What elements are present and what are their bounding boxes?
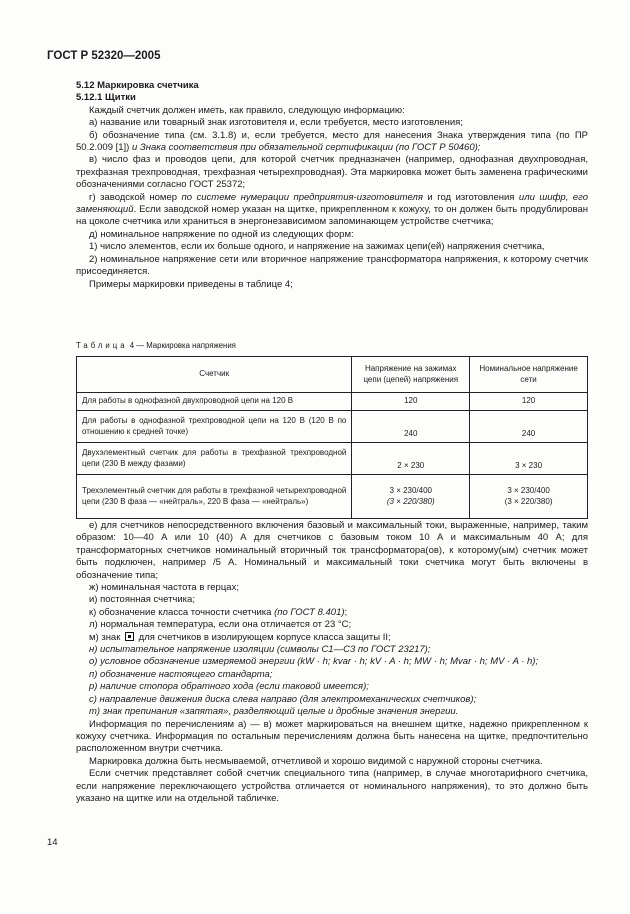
item-n: н) испытательное напряжение изоляции (символы С1—С3 по ГОСТ 23217); [89,644,431,656]
item-k-part3: ; [344,606,348,618]
voltage-marking-table [76,356,588,519]
table-cell [77,475,352,519]
item-t: т) знак препинания «запятая», разделяющий целые и дробные значения энергии. [89,706,459,718]
item-g-part4: или шифр, его заменяющий [76,191,588,216]
info-paragraph-1: Информация по перечислениям а) — в) может маркироваться на внешнем щитке, надежно прикрепленном к кожуху счетчика. Информация по остальным перечислениям должна быть нанесена на щитке, предпочтительно расположенном внутри счетчика. [76,718,588,755]
intro-paragraph: Каждый счетчик должен иметь, как правило, следующую информацию: [89,104,405,116]
cell-value: 240 [404,428,418,438]
item-k [76,607,588,619]
table-cell [352,411,470,443]
table-cell [470,411,588,443]
table-header-terminal-voltage: Напряжение на зажимах цепи (цепей) напряжения [352,357,470,393]
cell-value: 2 × 230 [397,460,425,470]
table-cell: Для работы в однофазной двухпроводной цепи на 120 В [77,393,352,411]
double-insulation-symbol-icon [125,632,134,641]
main-text [76,80,588,291]
main-text-continued [76,520,588,805]
item-e: е) для счетчиков непосредственного включения базовый и максимальный токи, выраженные, например, таким образом: 10—40 А или 10 (40) А для счетчиков с базовым током 10 А и максимальным 40 А; для трансформаторных счетчиков номинальный вторичный ток трансформатора(ов), к которому(ым) счетчик может быть подключен, например /5 А. Номинальный и максимальный токи счетчика могут быть включены в обозначение типа; [76,520,588,581]
table-row [77,393,588,411]
section-heading: 5.12 Маркировка счетчика [76,80,199,91]
cell-value: 3 × 230/400 [507,486,550,496]
table-header-meter: Счетчик [77,357,352,393]
item-zh: ж) номинальная частота в герцах; [89,582,239,594]
item-g-part2: по системе нумерации предприятия-изготовителя [181,191,423,203]
table-caption-prefix: Таблица [76,341,128,350]
item-i: и) постоянная счетчика; [89,594,195,606]
table-row [77,411,588,443]
item-k-part1: к) обозначение класса точности счетчика [89,606,275,618]
item-v: в) число фаз и проводов цепи, для которой счетчик предназначен (например, однофазная двухпроводная, трехфазная трехпроводная, трехфазная четырехпроводная). Эта маркировка может быть заменена графическими обозначениями согласно ГОСТ 25372; [76,154,588,191]
item-a: а) название или товарный знак изготовителя и, если требуется, место изготовления; [89,117,463,129]
page-number: 14 [47,837,58,848]
table-cell [470,475,588,519]
cell-value-alt: (3 × 220/380) [386,496,435,506]
table-row [77,475,588,519]
item-s: с) направление движения диска слева направо (для электромеханических счетчиков); [89,693,477,705]
table-header-rated-voltage: Номинальное напряжение сети [470,357,588,393]
item-o: о) условное обозначение измеряемой энергии (kW · h; kvar · h; kV · A · h; MW · h; Mvar · h; MV · A · h); [89,656,539,668]
info-paragraph-3: Если счетчик представляет собой счетчик специального типа (например, в случае многотарифного счетчика, если напряжение переключающего устройства отличается от номинального напряжения), то это должно быть указано на щитке или на отдельной табличке. [76,768,588,804]
item-d2: 2) номинальное напряжение сети или вторичное напряжение трансформатора напряжения, к которому счетчик присоединяется. [76,253,588,278]
item-d1: 1) число элементов, если их больше одного, и напряжение на зажимах цепи(ей) напряжения счетчика, [89,241,545,253]
item-d: д) номинальное напряжение по одной из следующих форм: [89,228,354,240]
item-b [76,130,588,155]
item-g-part1: г) заводской номер [89,191,182,203]
table-cell [470,443,588,475]
item-p: п) обозначение настоящего стандарта; [89,668,273,680]
document-header: ГОСТ Р 52320—2005 [47,50,161,62]
table-cell [352,475,470,519]
table-cell [352,443,470,475]
table-cell [470,393,588,411]
item-k-part2: (по ГОСТ 8.401) [274,606,345,618]
subsection-heading: 5.12.1 Щитки [76,92,136,104]
item-g-part5: . Если заводской номер указан на щитке, прикрепленном к кожуху, то он должен быть продублирован на цоколе счетчика или храниться в энергонезависимом запоминающем устройстве счетчика; [76,204,588,228]
item-g [76,192,588,229]
item-b-text: б) обозначение типа (см. 3.1.8) и, если требуется, место для нанесения Знака утверждения типа (по ПР 50.2.009 [1]) [76,129,588,154]
row4-text: Трехэлементный счетчик для работы в трехфазной четырехпроводной цепи (230 В фаза — «нейтраль», 220 В фаза — «нейтраль») [82,486,347,506]
item-m [76,632,588,644]
cell-value: 120 [404,396,418,406]
cell-value-alt: (3 × 220/380) [504,496,553,506]
table-cell: Для работы в однофазной трехпроводной цепи на 120 В (120 В по отношению к средней точке) [77,411,352,443]
item-l: л) нормальная температура, если она отличается от 23 °С; [89,619,352,631]
table-cell: Двухэлементный счетчик для работы в трехфазной трехпроводной цепи (230 В между фазами) [77,443,352,475]
table-row [77,443,588,475]
item-g-part3: и год изготовления [422,191,519,203]
table-caption-text: 4 — Маркировка напряжения [127,341,236,350]
examples-paragraph: Примеры маркировки приведены в таблице 4; [89,278,293,290]
item-m-part2: для счетчиков в изолирующем корпусе класса защиты II; [136,631,391,643]
cell-value: 120 [521,396,536,406]
table-cell [352,393,470,411]
cell-value: 3 × 230/400 [389,486,432,496]
table-caption [76,341,236,350]
item-r: р) наличие стопора обратного хода (если таковой имеется); [89,681,369,693]
item-m-part1: м) знак [89,631,124,643]
cell-value: 3 × 230 [515,460,543,470]
info-paragraph-2: Маркировка должна быть несмываемой, отчетливой и хорошо видимой с наружной стороны счетчика. [89,755,543,767]
cell-value: 240 [521,428,536,438]
item-b-italic: и Знака соответствия при обязательной сертификации (по ГОСТ Р 50460); [131,142,481,154]
